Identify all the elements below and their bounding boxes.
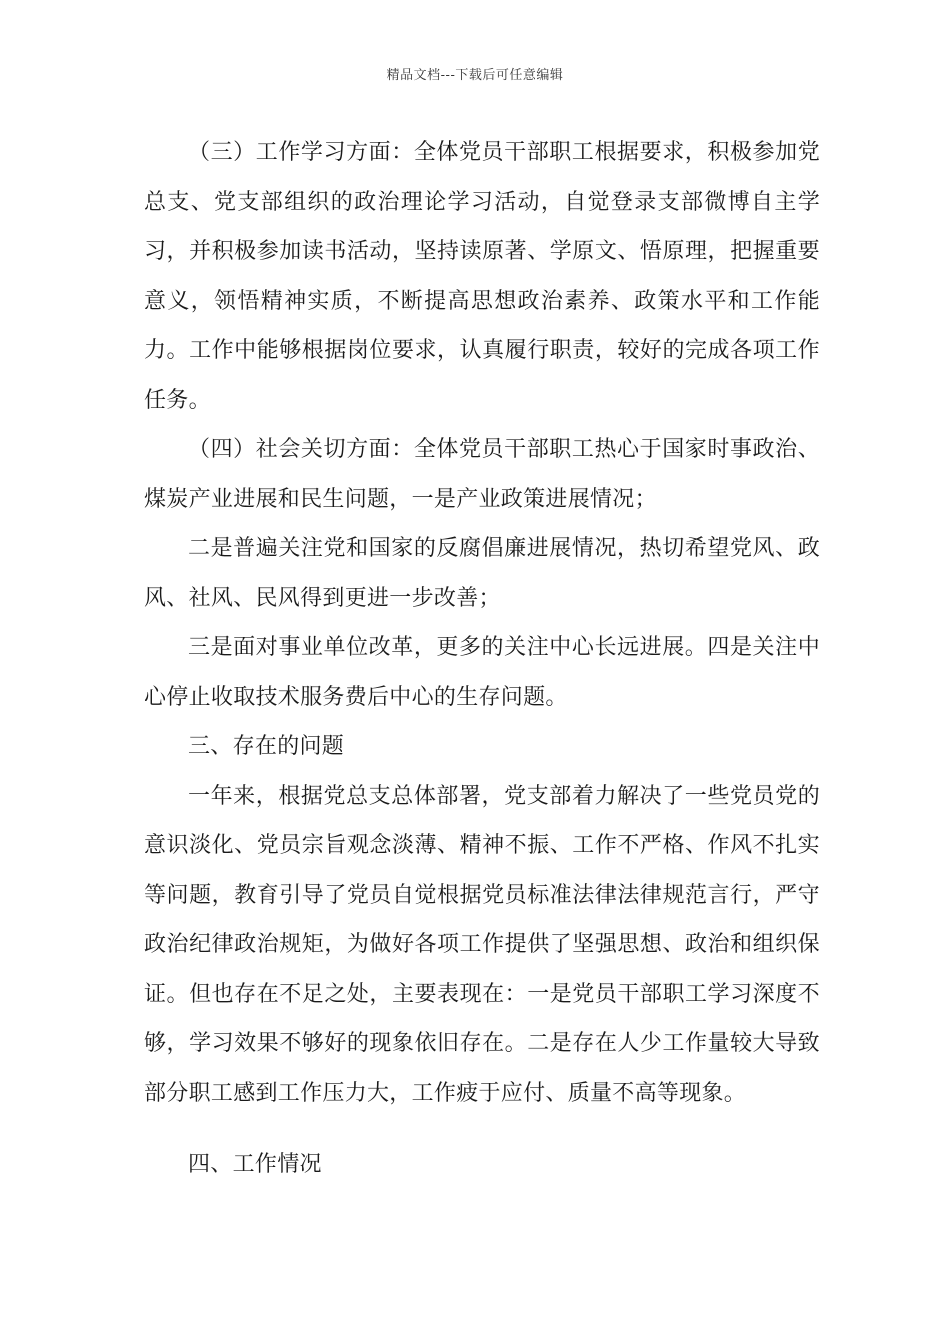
section-heading-problems: 三、存在的问题 [188, 734, 345, 759]
paragraph-anti-corruption: 二是普遍关注党和国家的反腐倡廉进展情况，热切希望党风、政风、社风、民风得到更进一步改善； [144, 536, 820, 611]
document-body [144, 128, 820, 1190]
paragraph-social-concern: （四）社会关切方面：全体党员干部职工热心于国家时事政治、煤炭产业进展和民生问题，一是产业政策进展情况； [144, 437, 820, 512]
paragraph-problems: 一年来，根据党总支总体部署，党支部着力解决了一些党员党的意识淡化、党员宗旨观念淡薄、精神不振、工作不严格、作风不扎实等问题，教育引导了党员自觉根据党员标准法律法律规范言行，严守政治纪律政治规矩，为做好各项工作提供了坚强思想、政治和组织保证。但也存在不足之处，主要表现在：一是党员干部职工学习深度不够，学习效果不够好的现象依旧存在。二是存在人少工作量较大导致部分职工感到工作压力大，工作疲于应付、质量不高等现象。 [144, 783, 820, 1106]
section-heading-work-status: 四、工作情况 [188, 1152, 322, 1177]
paragraph-work-study: （三）工作学习方面：全体党员干部职工根据要求，积极参加党总支、党支部组织的政治理论学习活动，自觉登录支部微博自主学习，并积极参加读书活动，坚持读原著、学原文、悟原理，把握重要意义，领悟精神实质，不断提高思想政治素养、政策水平和工作能力。工作中能够根据岗位要求，认真履行职责，较好的完成各项工作任务。 [144, 140, 820, 413]
page-header: 精品文档---下载后可任意编辑 [386, 68, 564, 83]
paragraph-institution-reform: 三是面对事业单位改革，更多的关注中心长远进展。四是关注中心停止收取技术服务费后中心的生存问题。 [144, 635, 820, 710]
